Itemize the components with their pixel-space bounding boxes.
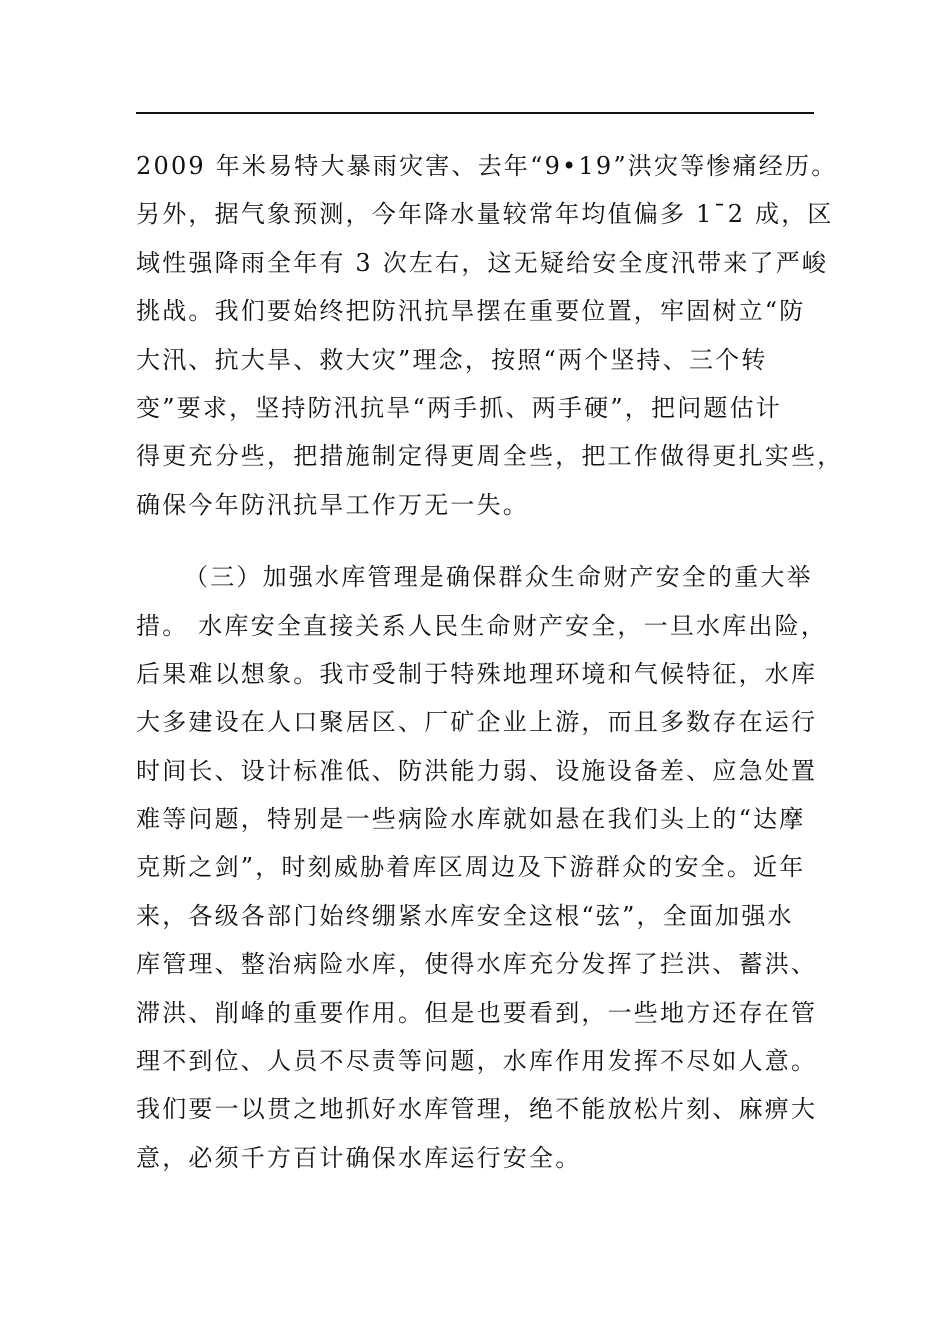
text-line: 措。 水库安全直接关系人民生命财产安全，一旦水库出险， [136, 611, 828, 640]
text-line: 确保今年防汛抗旱工作万无一失。 [136, 490, 529, 519]
document-body [136, 142, 844, 1182]
text-line: 得更充分些，把措施制定得更周全些，把工作做得更扎实些， [136, 442, 844, 471]
text-line: 我们要一以贯之地抓好水库管理，绝不能放松片刻、麻痹大 [136, 1095, 818, 1124]
text-line: 另外，据气象预测，今年降水量较常年均值偏多 1¯2 成，区 [136, 200, 834, 229]
text-line: 库管理、整治病险水库，使得水库充分发挥了拦洪、蓄洪、 [136, 950, 818, 979]
text-line: 大多建设在人口聚居区、厂矿企业上游，而且多数存在运行 [136, 708, 818, 737]
text-line: 克斯之剑”，时刻威胁着库区周边及下游群众的安全。近年 [136, 853, 806, 882]
text-line: 意，必须千方百计确保水库运行安全。 [136, 1143, 582, 1172]
text-line: 域性强降雨全年有 3 次左右，这无疑给安全度汛带来了严峻 [136, 248, 829, 277]
text-line: 难等问题，特别是一些病险水库就如悬在我们头上的“达摩 [136, 805, 806, 834]
paragraph-reservoir-management [136, 553, 836, 1182]
text-line: 变”要求，坚持防汛抗旱“两手抓、两手硬”，把问题估计 [136, 393, 783, 422]
header-rule [136, 112, 814, 114]
text-line: 大汛、抗大旱、救大灾”理念，按照“两个坚持、三个转 [136, 345, 768, 374]
text-line: 时间长、设计标准低、防洪能力弱、设施设备差、应急处置 [136, 756, 818, 785]
text-line: 2009 年米易特大暴雨灾害、去年“9•19”洪灾等惨痛经历。 [136, 152, 838, 180]
text-line: 挑战。我们要始终把防汛抗旱摆在重要位置，牢固树立“防 [136, 297, 806, 326]
text-line: 后果难以想象。我市受制于特殊地理环境和气候特征，水库 [136, 659, 818, 688]
section-heading-line: （三）加强水库管理是确保群众生命财产安全的重大举 [184, 563, 813, 592]
text-line: 滞洪、削峰的重要作用。但是也要看到，一些地方还存在管 [136, 998, 818, 1027]
paragraph-continuation [136, 142, 844, 529]
text-line: 来，各级各部门始终绷紧水库安全这根“弦”，全面加强水 [136, 901, 794, 930]
paragraph-spacer [136, 529, 836, 553]
text-line: 理不到位、人员不尽责等问题，水库作用发挥不尽如人意。 [136, 1047, 818, 1076]
